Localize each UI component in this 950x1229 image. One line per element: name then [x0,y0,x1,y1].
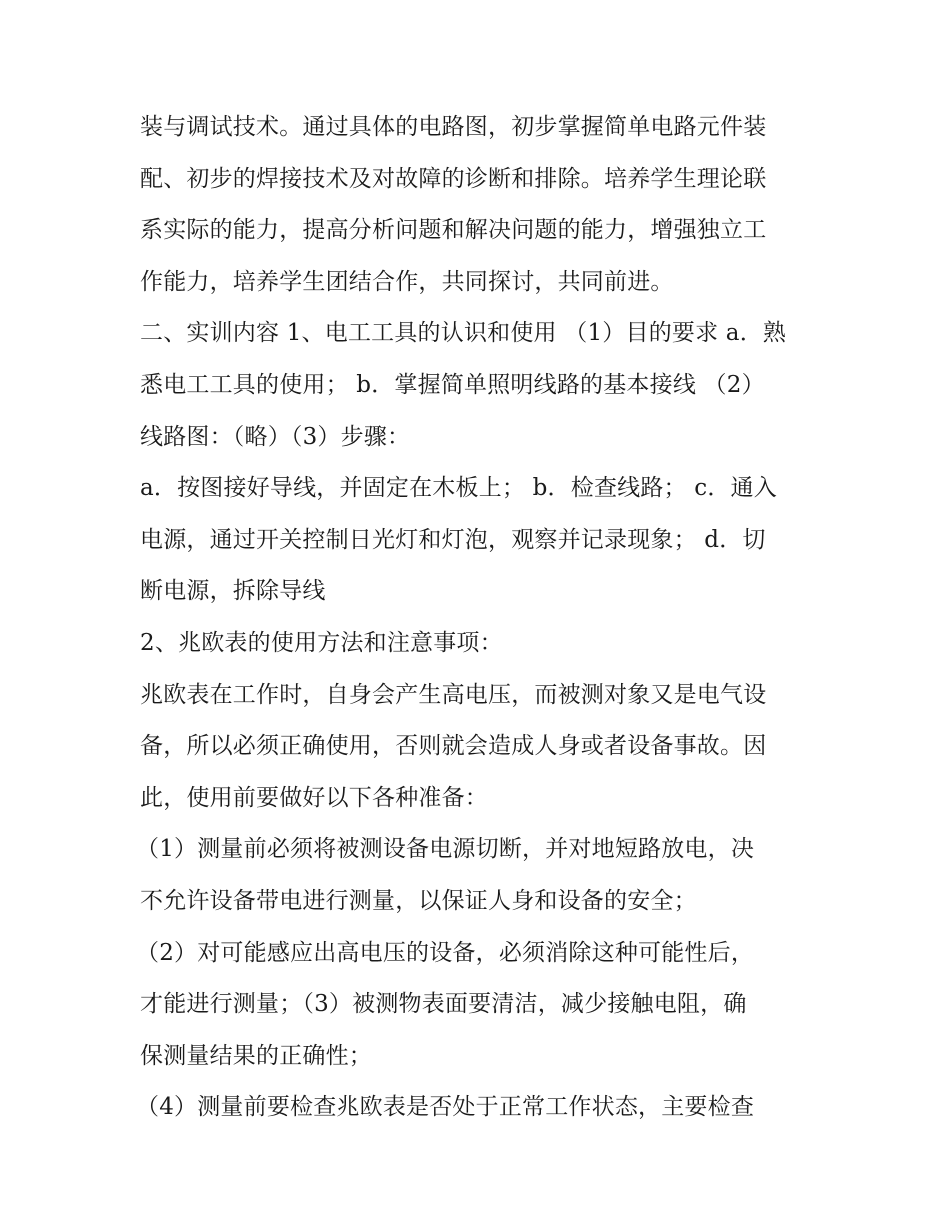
text-line: 保测量结果的正确性； [140,1042,372,1069]
subsection-heading-line: 2、兆欧表的使用方法和注意事项： [140,629,503,656]
text-line: 配、初步的焊接技术及对故障的诊断和排除。培养学生理论联 [140,165,767,192]
section-heading-line: 二、实训内容 1、电工工具的认识和使用 （1）目的要求 a．熟 [140,320,787,347]
text-line: 线路图：（略）（3）步骤： [140,423,411,450]
text-line: 才能进行测量；（3）被测物表面要清洁，减少接触电阻，确 [140,991,747,1018]
text-line: 作能力，培养学生团结合作，共同探讨，共同前进。 [140,268,674,295]
list-item-line: （4）测量前要检查兆欧表是否处于正常工作状态，主要检查 [136,1094,755,1121]
text-line: 兆欧表在工作时，自身会产生高电压，而被测对象又是电气设 [140,681,767,708]
text-line: 装与调试技术。通过具体的电路图，初步掌握简单电路元件装 [140,114,767,140]
text-line: 此，使用前要做好以下各种准备： [140,784,488,811]
text-line: 悉电工工具的使用； b．掌握简单照明线路的基本接线 （2） [140,371,765,398]
list-item-line: （1）测量前必须将被测设备电源切断，并对地短路放电，决 [136,836,755,863]
text-line: 电源，通过开关控制日光灯和灯泡，观察并记录现象； d．切 [140,526,766,553]
text-line: 不允许设备带电进行测量，以保证人身和设备的安全； [140,887,697,914]
text-line: a．按图接好导线，并固定在木板上； b．检查线路； c．通入 [140,475,777,502]
document-body [136,102,820,1134]
text-line: 断电源，拆除导线 [140,578,326,605]
list-item-line: （2）对可能感应出高电压的设备，必须消除这种可能性后， [136,939,755,966]
text-line: 备，所以必须正确使用，否则就会造成人身或者设备事故。因 [140,733,767,760]
text-line: 系实际的能力，提高分析问题和解决问题的能力，增强独立工 [140,217,767,244]
